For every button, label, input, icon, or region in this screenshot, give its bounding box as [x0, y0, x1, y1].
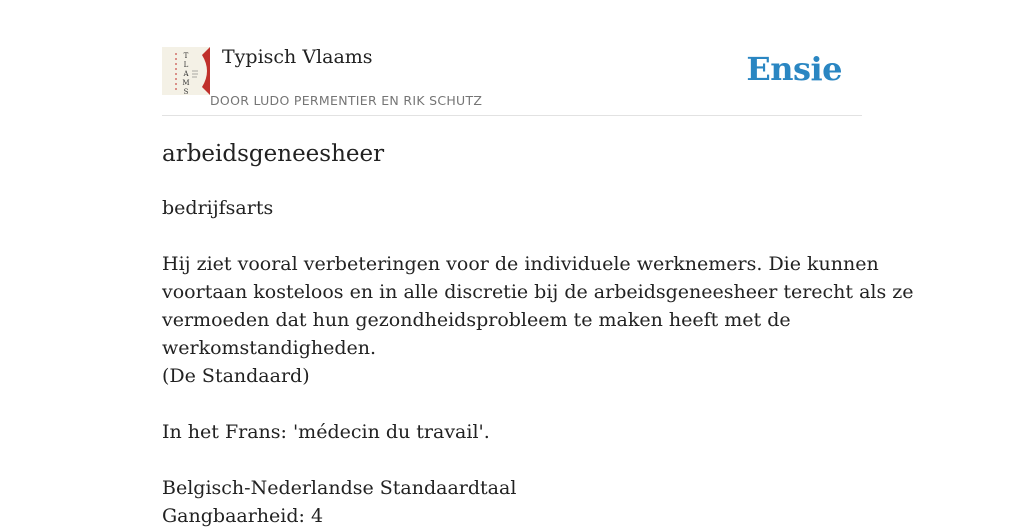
quote-line: voortaan kosteloos en in alle discretie bij de arbeidsgeneesheer terecht als ze: [162, 281, 914, 303]
ensie-logo-link[interactable]: Ensie: [746, 50, 842, 88]
book-title[interactable]: Typisch Vlaams: [222, 46, 373, 68]
entry-body: [162, 194, 914, 530]
entry-usage: Gangbaarheid: 4: [162, 505, 324, 527]
book-authors: DOOR LUDO PERMENTIER EN RIK SCHUTZ: [210, 93, 483, 108]
entry-title: arbeidsgeneesheer: [162, 141, 385, 167]
svg-text:T: T: [183, 52, 189, 60]
book-cover-image: [162, 47, 210, 95]
book-cover-logo[interactable]: [162, 47, 210, 95]
quote-line: vermoeden dat hun gezondheidsprobleem te maken heeft met de: [162, 309, 791, 331]
french-translation-note: In het Frans: 'médecin du travail'.: [162, 421, 490, 443]
quote-line: werkomstandigheden.: [162, 337, 377, 359]
svg-text:L: L: [183, 61, 189, 69]
paragraph-gap: [162, 446, 852, 474]
page-header: [162, 40, 862, 116]
paragraph-gap: [162, 390, 852, 418]
paragraph-gap: [162, 222, 852, 250]
svg-text:A: A: [183, 70, 189, 78]
quote-line: Hij ziet vooral verbeteringen voor de individuele werknemers. Die kunnen: [162, 253, 879, 275]
svg-text:M: M: [182, 79, 190, 87]
svg-text:S: S: [183, 88, 189, 96]
entry-content: [162, 136, 914, 530]
quote-source: (De Standaard): [162, 365, 310, 387]
entry-definition: bedrijfsarts: [162, 197, 274, 219]
entry-category: Belgisch-Nederlandse Standaardtaal: [162, 477, 517, 499]
